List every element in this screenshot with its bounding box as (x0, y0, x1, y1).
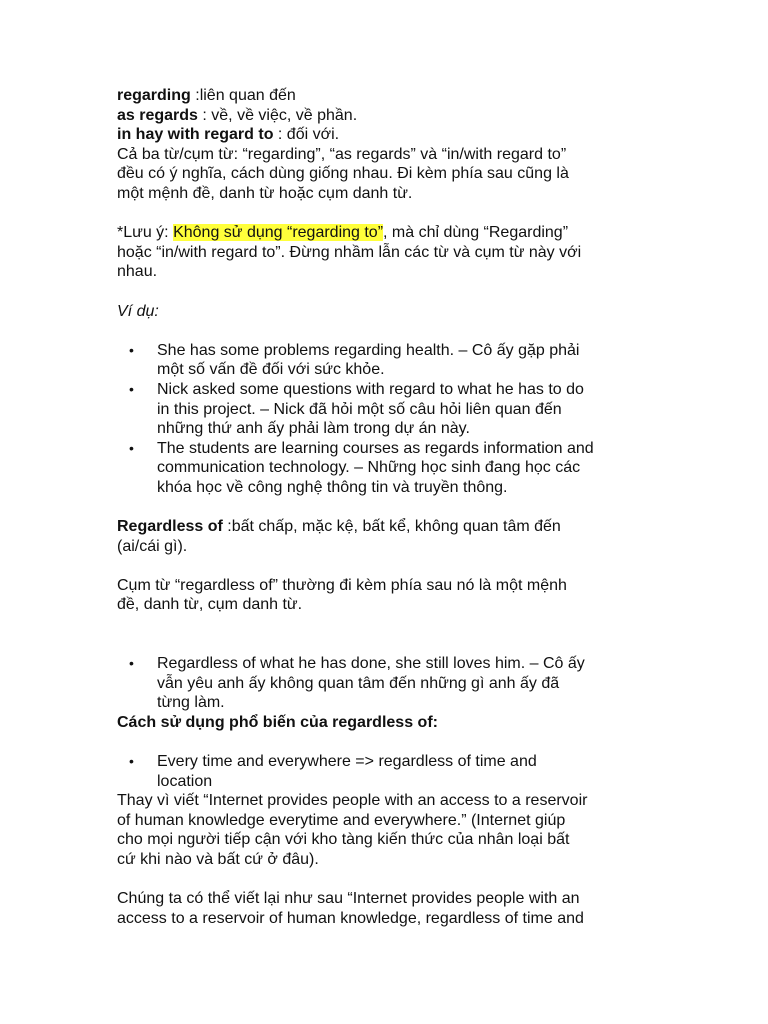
term-in-regard-to: in hay with regard to (117, 126, 274, 144)
note-line-1 (117, 223, 662, 243)
examples-label: Ví dụ: (117, 302, 159, 320)
definition-as-regards (117, 106, 662, 126)
def-regardless-of: :bất chấp, mặc kệ, bất kể, không quan tâm đến (222, 518, 561, 536)
summary-line-3: một mệnh đề, danh từ hoặc cụm danh từ. (117, 184, 413, 202)
examples-list (117, 341, 662, 498)
regardless-example-line-3: từng làm. (157, 694, 225, 712)
def-in-regard-to: : đối với. (273, 126, 340, 144)
def-regarding: :liên quan đến (190, 87, 296, 104)
example-1-line-1: She has some problems regarding health. – Cô ấy gặp phải (157, 341, 580, 359)
note-line-3: nhau. (117, 263, 158, 281)
bullet-icon: • (129, 655, 134, 672)
definition-regardless-of (117, 517, 662, 537)
common-usage-heading (117, 713, 662, 733)
rewrite-para-1-line-1: Thay vì viết “Internet provides people with an access to a reservoir (117, 792, 588, 810)
def-as-regards: : về, về việc, về phần. (197, 106, 358, 124)
example-3-line-3: khóa học về công nghệ thông tin và truyền thông. (157, 478, 508, 496)
example-2-line-3: những thứ anh ấy phải làm trong dự án này. (157, 420, 470, 438)
rewrite-para-1-line-3: cho mọi người tiếp cận với kho tàng kiến thức của nhân loại bất (117, 831, 570, 849)
term-regardless-of: Regardless of (117, 518, 223, 536)
definition-regardless-of-line-2: (ai/cái gì). (117, 537, 188, 555)
summary-line-2: đều có ý nghĩa, cách dùng giống nhau. Đi kèm phía sau cũng là (117, 165, 569, 183)
list-item (117, 752, 662, 791)
list-item (117, 341, 662, 380)
note-line-2: hoặc “in/with regard to”. Đừng nhầm lẫn các từ và cụm từ này với (117, 243, 582, 261)
example-3-line-2: communication technology. – Những học sinh đang học các (157, 459, 581, 477)
example-2-line-1: Nick asked some questions with regard to what he has to do (157, 380, 584, 398)
bullet-icon: • (129, 341, 134, 358)
common-usage-list (117, 752, 662, 791)
rewrite-para-1-line-4: cứ khi nào và bất cứ ở đâu). (117, 850, 319, 868)
regardless-example-list (117, 654, 662, 713)
list-item (117, 380, 662, 439)
rewrite-para-2-line-1: Chúng ta có thể viết lại như sau “Internet provides people with an (117, 890, 580, 908)
list-item (117, 654, 662, 713)
common-usage-bullet-line-1: Every time and everywhere => regardless of time and (157, 753, 537, 770)
regardless-usage-line-2: đề, danh từ, cụm danh từ. (117, 596, 303, 614)
common-usage-bullet-line-2: location (157, 772, 213, 790)
summary-line-1: Cả ba từ/cụm từ: “regarding”, “as regards” và “in/with regard to” (117, 145, 567, 163)
example-1-line-2: một số vấn đề đối với sức khỏe. (157, 361, 385, 379)
regardless-example-line-1: Regardless of what he has done, she still loves him. – Cô ấy (157, 655, 585, 673)
bullet-icon: • (129, 380, 134, 397)
rewrite-para-2-line-2: access to a reservoir of human knowledge, regardless of time and (117, 909, 584, 927)
term-regarding: regarding (117, 87, 191, 104)
note-highlight: Không sử dụng “regarding to” (173, 224, 384, 242)
regardless-example-line-2: vẫn yêu anh ấy không quan tâm đến những gì anh ấy đã (157, 674, 560, 692)
note-rest: , mà chỉ dùng “Regarding” (383, 224, 569, 242)
document-page (117, 86, 662, 928)
definition-in-regard-to (117, 125, 662, 145)
note-prefix: *Lưu ý: (117, 224, 174, 242)
regardless-usage-line-1: Cụm từ “regardless of” thường đi kèm phía sau nó là một mệnh (117, 576, 567, 594)
term-as-regards: as regards (117, 106, 198, 124)
example-2-line-2: in this project. – Nick đã hỏi một số câu hỏi liên quan đến (157, 400, 562, 418)
common-usage-heading-text: Cách sử dụng phổ biến của regardless of: (117, 713, 438, 731)
list-item (117, 439, 662, 498)
rewrite-para-1-line-2: of human knowledge everytime and everywhere.” (Internet giúp (117, 811, 566, 829)
bullet-icon: • (129, 753, 134, 769)
example-3-line-1: The students are learning courses as regards information and (157, 439, 594, 457)
bullet-icon: • (129, 439, 134, 456)
definition-regarding (117, 86, 662, 106)
